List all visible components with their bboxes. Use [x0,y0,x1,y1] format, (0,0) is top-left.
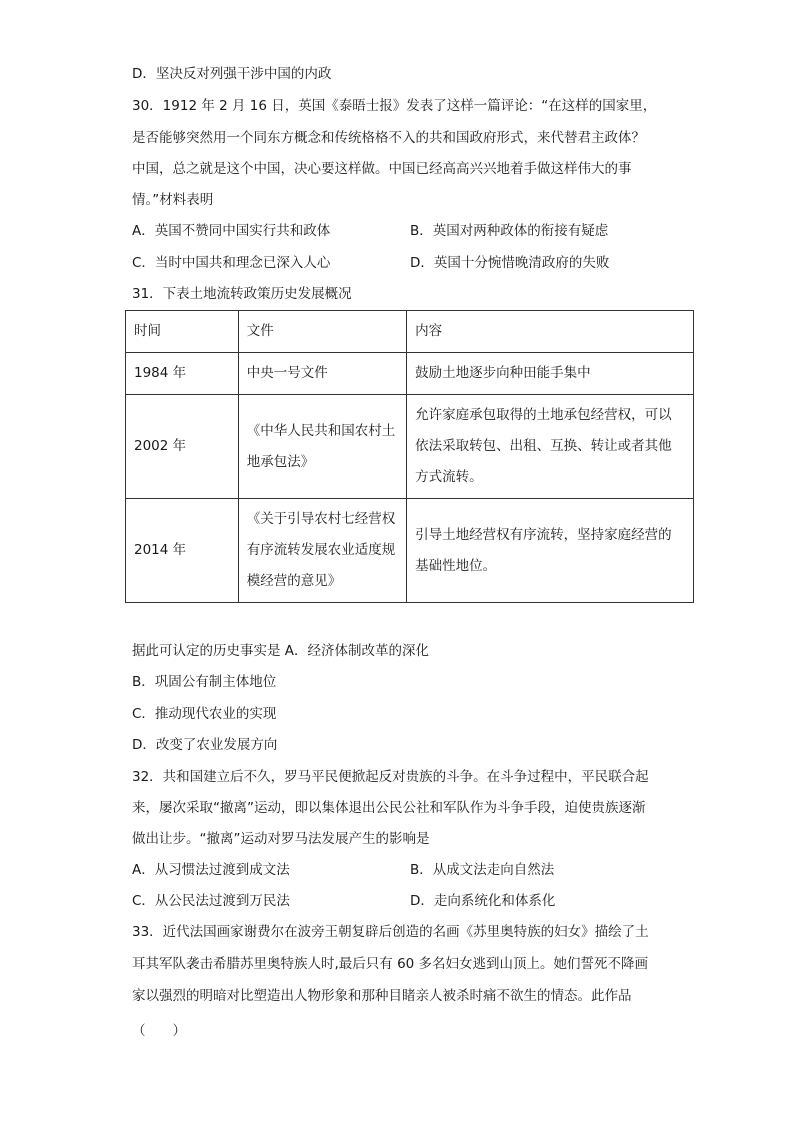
q32-stem-line-1: 32．共和国建立后不久，罗马平民便掀起反对贵族的斗争。在斗争过程中，平民联合起 [132,769,649,785]
q30-option-d: D．英国十分惋惜晚清政府的失败 [410,255,610,271]
cell-document-line: 地承包法》 [246,453,315,470]
cell-document-line: 模经营的意见》 [246,573,342,589]
header-time: 时间 [126,311,239,353]
cell-year: 2002 年 [126,395,239,499]
cell-content-line: 允许家庭承包取得的土地承包经营权，可以 [415,407,672,423]
q29-option-d: D．坚决反对列强干涉中国的内政 [132,66,332,82]
table-row [126,353,694,395]
cell-content-line: 依法采取转包、出租、互换、转让或者其他 [415,438,672,454]
q32-stem-line-3: 做出让步。“撤离”运动对罗马法发展产生的影响是 [132,831,430,847]
cell-document-line: 中央一号文件 [246,365,328,381]
cell-content [407,395,694,499]
cell-year: 2014 年 [126,499,239,603]
q32-option-b: B．从成文法走向自然法 [410,862,555,878]
q30-option-a: A．英国不赞同中国实行共和政体 [132,223,331,239]
q33-stem-line-2: 耳其军队袭击希腊苏里奥特族人时,最后只有 60 多名妇女逃到山顶上。她们誓死不降画 [132,956,649,972]
cell-content [407,353,694,395]
land-policy-table [125,310,694,603]
cell-year: 1984 年 [126,353,239,395]
q32-stem-line-2: 来，屡次采取“撤离”运动，即以集体退出公民公社和军队作为斗争手段，迫使贵族逐渐 [132,800,646,816]
q32-option-d: D．走向系统化和体系化 [410,893,556,909]
q31-stem: 31．下表土地流转政策历史发展概况 [132,286,352,302]
cell-content-line: 方式流转。 [415,469,483,485]
q30-stem-line-2: 是否能够突然用一个同东方概念和传统格格不入的共和国政府形式，来代替君主政体？ [132,130,645,146]
cell-document-line: 《关于引导农村七经营权 [246,511,396,527]
cell-document [238,353,406,395]
cell-document [238,499,406,603]
cell-document [238,395,406,499]
q30-stem-line-1: 30．1912 年 2 月 16 日，英国《泰晤士报》发表了这样一篇评论：“在这样的国家里， [132,98,657,114]
cell-content [407,499,694,603]
cell-content-line: 引导土地经营权有序流转，坚持家庭经营的 [415,526,672,543]
q31-conclusion: 据此可认定的历史事实是 A．经济体制改革的深化 [132,643,430,659]
q33-answer-blank: （ ） [132,1023,186,1039]
q30-stem-line-4: 情。”材料表明 [132,192,214,208]
q32-option-a: A．从习惯法过渡到成文法 [132,862,290,878]
q30-option-c: C．当时中国共和理念已深入人心 [132,255,331,271]
table-row [126,395,694,499]
q30-stem-line-3: 中国，总之就是这个中国，决心要这样做。中国已经高高兴兴地着手做这样伟大的事 [132,161,632,177]
cell-content-line: 鼓励土地逐步向种田能手集中 [415,365,591,381]
header-document: 文件 [238,311,406,353]
cell-document-line: 有序流转发展农业适度规 [246,542,396,558]
q31-option-b: B．巩固公有制主体地位 [132,674,277,690]
q33-stem-line-3: 家以强烈的明暗对比塑造出人物形象和那种目睹亲人被杀时痛不欲生的情态。此作品 [132,988,632,1004]
header-content: 内容 [407,311,694,353]
q31-option-c: C．推动现代农业的实现 [132,706,277,722]
table-row [126,499,694,603]
q31-option-d: D．改变了农业发展方向 [132,737,278,753]
table-header-row [126,311,694,353]
q33-stem-line-1: 33．近代法国画家谢费尔在波旁王朝复辟后创造的名画《苏里奥特族的妇女》描绘了土 [132,924,649,940]
cell-document-line: 《中华人民共和国农村土 [246,422,396,439]
q30-option-b: B．英国对两种政体的衔接有疑虑 [410,223,609,239]
cell-content-line: 基础性地位。 [415,557,497,574]
q32-option-c: C．从公民法过渡到万民法 [132,893,290,909]
